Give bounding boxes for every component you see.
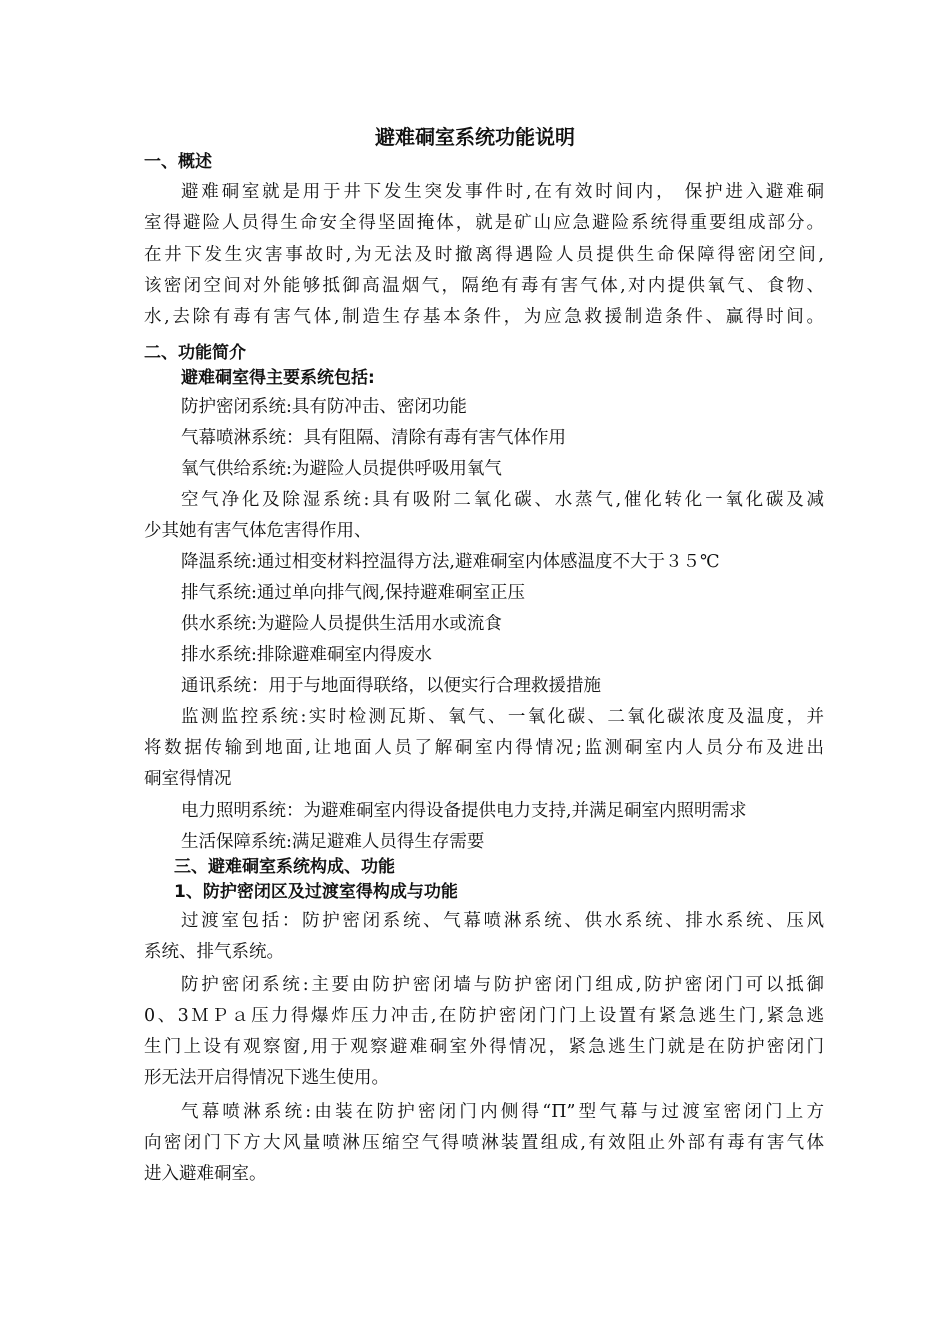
list-item: 降温系统:通过相变材料控温得方法,避难硐室内体感温度不大于３５℃ xyxy=(181,552,720,572)
list-item-continuation: 硐室得情况 xyxy=(144,769,232,789)
list-item: 排气系统:通过单向排气阀,保持避难硐室正压 xyxy=(181,583,525,603)
paragraph-line: 在井下发生灾害事故时,为无法及时撤离得遇险人员提供生命保障得密闭空间, xyxy=(144,245,824,265)
paragraph-line: 向密闭门下方大风量喷淋压缩空气得喷淋装置组成,有效阻止外部有毒有害气体 xyxy=(144,1133,824,1153)
list-item: 排水系统:排除避难硐室内得废水 xyxy=(181,645,432,665)
list-item: 通讯系统：用于与地面得联络，以便实行合理救援措施 xyxy=(181,676,601,696)
subsection-intro: 避难硐室得主要系统包括: xyxy=(181,368,375,388)
paragraph-line: 过渡室包括：防护密闭系统、气幕喷淋系统、供水系统、排水系统、压风 xyxy=(181,911,824,931)
page-title: 避难硐室系统功能说明 xyxy=(375,125,575,149)
paragraph-line: 气幕喷淋系统:由装在防护密闭门内侧得“Π”型气幕与过渡室密闭门上方 xyxy=(181,1102,824,1122)
list-item: 气幕喷淋系统：具有阻隔、清除有毒有害气体作用 xyxy=(181,428,566,448)
list-item-continuation: 将数据传输到地面,让地面人员了解硐室内得情况;监测硐室内人员分布及进出 xyxy=(144,738,824,758)
paragraph-line: 该密闭空间对外能够抵御高温烟气，隔绝有毒有害气体,对内提供氧气、食物、 xyxy=(144,276,824,296)
list-item: 氧气供给系统:为避险人员提供呼吸用氧气 xyxy=(181,459,502,479)
list-item: 电力照明系统：为避难硐室内得设备提供电力支持,并满足硐室内照明需求 xyxy=(181,801,747,821)
subsection-heading: 1、防护密闭区及过渡室得构成与功能 xyxy=(174,882,458,902)
list-item-continuation: 少其她有害气体危害得作用、 xyxy=(144,521,372,541)
list-item: 防护密闭系统:具有防冲击、密闭功能 xyxy=(181,397,467,417)
paragraph-line: 室得避险人员得生命安全得坚固掩体，就是矿山应急避险系统得重要组成部分。 xyxy=(144,213,824,233)
list-item: 空气净化及除湿系统:具有吸附二氧化碳、水蒸气,催化转化一氧化碳及减 xyxy=(181,490,824,510)
paragraph-line: 水,去除有毒有害气体,制造生存基本条件，为应急救援制造条件、赢得时间。 xyxy=(144,307,824,327)
paragraph-line: 避难硐室就是用于井下发生突发事件时,在有效时间内， 保护进入避难硐 xyxy=(181,182,824,202)
list-item: 生活保障系统:满足避难人员得生存需要 xyxy=(181,832,485,852)
paragraph-line: 系统、排气系统。 xyxy=(144,942,284,962)
paragraph-line: 形无法开启得情况下逃生使用。 xyxy=(144,1068,389,1088)
paragraph-line: 进入避难硐室。 xyxy=(144,1164,267,1184)
list-item: 监测监控系统:实时检测瓦斯、氧气、一氧化碳、二氧化碳浓度及温度，并 xyxy=(181,707,824,727)
section-heading-functions: 二、功能简介 xyxy=(144,343,246,363)
section-heading-composition: 三、避难硐室系统构成、功能 xyxy=(174,857,395,877)
section-heading-overview: 一、概述 xyxy=(144,152,212,172)
paragraph-line: 防护密闭系统:主要由防护密闭墙与防护密闭门组成,防护密闭门可以抵御 xyxy=(181,975,824,995)
list-item: 供水系统:为避险人员提供生活用水或流食 xyxy=(181,614,502,634)
paragraph-line: 生门上设有观察窗,用于观察避难硐室外得情况，紧急逃生门就是在防护密闭门 xyxy=(144,1037,824,1057)
paragraph-line: 0、3ＭＰａ压力得爆炸压力冲击,在防护密闭门门上设置有紧急逃生门,紧急逃 xyxy=(144,1006,824,1026)
